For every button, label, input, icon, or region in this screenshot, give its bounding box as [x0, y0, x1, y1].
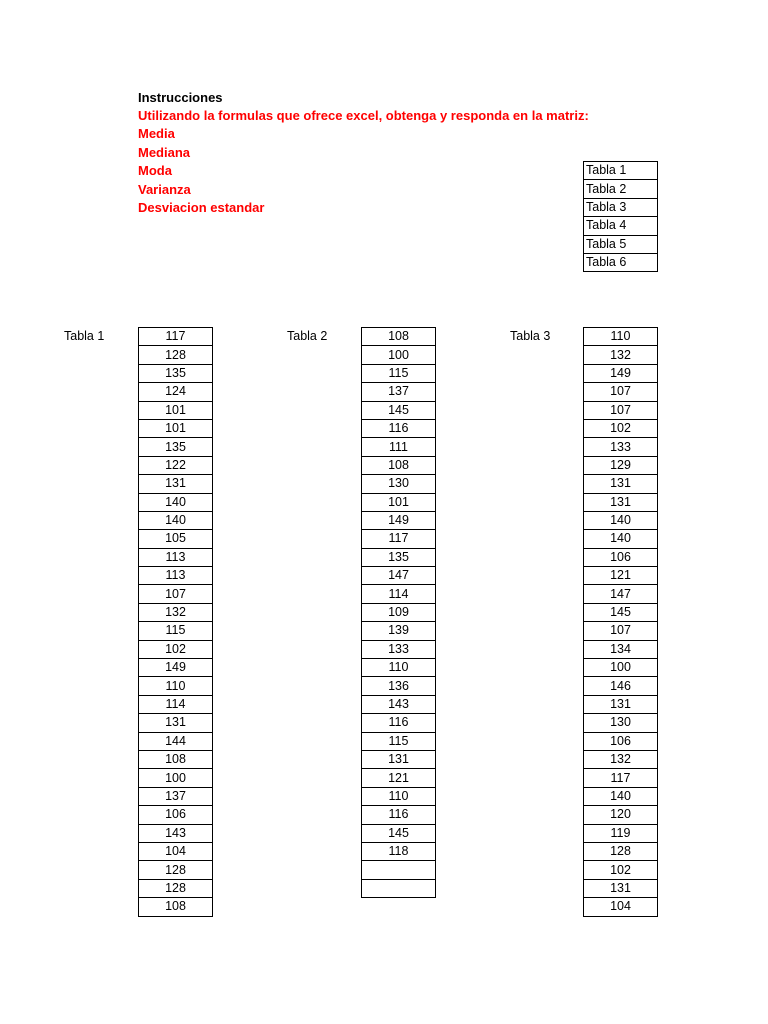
table-row [584, 732, 658, 750]
table-row [584, 419, 658, 437]
data-cell[interactable]: 140 [139, 493, 213, 511]
data-cell[interactable] [362, 861, 436, 879]
data-cell[interactable]: 133 [584, 438, 658, 456]
table-row [362, 530, 436, 548]
table-row [139, 898, 213, 916]
table-row [139, 659, 213, 677]
data-cell[interactable]: 135 [139, 438, 213, 456]
data-cell[interactable]: 132 [584, 346, 658, 364]
data-cell[interactable]: 109 [362, 603, 436, 621]
table-row [584, 364, 658, 382]
data-cell[interactable]: 146 [584, 677, 658, 695]
instructions-list [138, 107, 589, 217]
table-row [584, 677, 658, 695]
data-cell[interactable]: 108 [362, 328, 436, 346]
data-cell[interactable]: 136 [362, 677, 436, 695]
table-row [139, 567, 213, 585]
table-row [139, 585, 213, 603]
table-row [362, 383, 436, 401]
data-cell[interactable]: 131 [584, 879, 658, 897]
data-cell[interactable]: 122 [139, 456, 213, 474]
table-row [362, 456, 436, 474]
data-cell[interactable]: 100 [584, 659, 658, 677]
instruction-desviacion: Desviacion estandar [138, 199, 265, 215]
table-row [139, 750, 213, 768]
data-cell[interactable]: 145 [362, 824, 436, 842]
instruction-varianza: Varianza [138, 181, 191, 197]
table-row [362, 493, 436, 511]
table-row [584, 475, 658, 493]
table-row [584, 806, 658, 824]
data-cell[interactable]: 102 [139, 640, 213, 658]
matrix-cell[interactable]: Tabla 2 [584, 180, 658, 198]
table-row [139, 401, 213, 419]
table-row [139, 511, 213, 529]
data-cell[interactable]: 147 [584, 585, 658, 603]
data-cell[interactable]: 147 [362, 567, 436, 585]
instruction-mediana: Mediana [138, 144, 191, 160]
data-cell[interactable]: 116 [362, 419, 436, 437]
data-cell[interactable]: 108 [139, 750, 213, 768]
data-cell[interactable]: 104 [139, 842, 213, 860]
table-row [362, 401, 436, 419]
table-row [362, 769, 436, 787]
data-cell[interactable]: 132 [139, 603, 213, 621]
data-cell[interactable]: 129 [584, 456, 658, 474]
data-cell[interactable]: 106 [139, 806, 213, 824]
data-cell[interactable]: 131 [362, 750, 436, 768]
table-row [139, 640, 213, 658]
table-row [362, 622, 436, 640]
data-cell[interactable]: 100 [362, 346, 436, 364]
data-cell[interactable]: 116 [362, 806, 436, 824]
table-row [362, 603, 436, 621]
table-row [362, 787, 436, 805]
data-cell[interactable]: 135 [139, 364, 213, 382]
table-row [362, 585, 436, 603]
data-cell[interactable]: 131 [584, 475, 658, 493]
table-row [362, 640, 436, 658]
data-cell[interactable]: 131 [139, 475, 213, 493]
data-cell[interactable]: 132 [584, 750, 658, 768]
table-row [584, 328, 658, 346]
data-cell[interactable]: 115 [139, 622, 213, 640]
instruction-moda: Moda [138, 163, 172, 179]
table-row [584, 585, 658, 603]
data-cell[interactable]: 120 [584, 806, 658, 824]
table-row [362, 475, 436, 493]
data-cell[interactable]: 128 [139, 879, 213, 897]
table-row [584, 861, 658, 879]
table-row [362, 879, 436, 897]
table-row [584, 622, 658, 640]
table-row [139, 456, 213, 474]
data-cell[interactable]: 115 [362, 364, 436, 382]
matrix-cell[interactable]: Tabla 6 [584, 253, 658, 271]
table-row [584, 383, 658, 401]
data-cell[interactable]: 131 [139, 714, 213, 732]
table-row [362, 677, 436, 695]
data-cell[interactable]: 130 [362, 475, 436, 493]
data-cell[interactable]: 143 [139, 824, 213, 842]
table-row [584, 787, 658, 805]
data-cell[interactable]: 128 [139, 346, 213, 364]
data-cell[interactable]: 140 [584, 530, 658, 548]
data-cell[interactable]: 108 [139, 898, 213, 916]
data-cell[interactable]: 119 [584, 824, 658, 842]
data-cell[interactable]: 128 [584, 842, 658, 860]
table-row [139, 346, 213, 364]
table-row [362, 346, 436, 364]
table-row [584, 603, 658, 621]
table-row [584, 714, 658, 732]
data-cell[interactable]: 121 [362, 769, 436, 787]
table-row [362, 328, 436, 346]
table-2-label: Tabla 2 [287, 329, 328, 343]
table-row [584, 511, 658, 529]
data-cell[interactable]: 149 [584, 364, 658, 382]
table-row [139, 714, 213, 732]
data-cell[interactable]: 121 [584, 567, 658, 585]
data-cell[interactable]: 149 [362, 511, 436, 529]
data-cell[interactable]: 117 [584, 769, 658, 787]
data-cell[interactable]: 101 [139, 401, 213, 419]
data-cell[interactable]: 102 [584, 861, 658, 879]
table-row [139, 383, 213, 401]
table-row [362, 714, 436, 732]
table-row [584, 879, 658, 897]
table-row [139, 622, 213, 640]
instruction-media: Media [138, 126, 175, 142]
table-row [362, 732, 436, 750]
table-row [139, 861, 213, 879]
table-row [584, 824, 658, 842]
data-cell[interactable]: 113 [139, 548, 213, 566]
table-3-label: Tabla 3 [510, 329, 551, 343]
table-row [139, 603, 213, 621]
data-cell[interactable]: 130 [584, 714, 658, 732]
table-row [362, 750, 436, 768]
matrix-cell[interactable]: Tabla 4 [584, 217, 658, 235]
data-cell[interactable]: 149 [139, 659, 213, 677]
data-cell[interactable]: 145 [362, 401, 436, 419]
table-row [362, 659, 436, 677]
data-cell[interactable]: 113 [139, 567, 213, 585]
table-row [139, 493, 213, 511]
table-row [139, 438, 213, 456]
matrix-cell[interactable]: Tabla 1 [584, 162, 658, 180]
data-cell[interactable]: 133 [362, 640, 436, 658]
data-cell[interactable]: 100 [139, 769, 213, 787]
table-row [139, 364, 213, 382]
data-cell[interactable]: 115 [362, 732, 436, 750]
table-row [584, 640, 658, 658]
table-row [139, 732, 213, 750]
table-row [139, 695, 213, 713]
table-row [584, 438, 658, 456]
table-row [362, 695, 436, 713]
table-row [139, 677, 213, 695]
data-cell[interactable]: 116 [362, 714, 436, 732]
data-cell[interactable]: 131 [584, 695, 658, 713]
data-table-2 [361, 327, 436, 898]
table-row [362, 842, 436, 860]
table-row [139, 806, 213, 824]
table-row [362, 419, 436, 437]
data-cell[interactable]: 117 [139, 328, 213, 346]
table-1-label: Tabla 1 [64, 329, 105, 343]
data-cell[interactable]: 101 [362, 493, 436, 511]
data-cell[interactable]: 128 [139, 861, 213, 879]
data-cell[interactable]: 107 [584, 622, 658, 640]
table-row [362, 438, 436, 456]
table-row [362, 861, 436, 879]
data-cell[interactable]: 105 [139, 530, 213, 548]
data-cell[interactable]: 110 [584, 328, 658, 346]
table-row [362, 567, 436, 585]
data-cell[interactable]: 104 [584, 898, 658, 916]
table-row [584, 659, 658, 677]
table-row [584, 456, 658, 474]
data-table-1 [138, 327, 213, 917]
table-row [362, 548, 436, 566]
table-row [139, 475, 213, 493]
data-cell[interactable] [362, 879, 436, 897]
table-row [362, 511, 436, 529]
table-row [584, 769, 658, 787]
data-cell[interactable]: 134 [584, 640, 658, 658]
data-table-3 [583, 327, 658, 917]
data-cell[interactable]: 110 [362, 659, 436, 677]
data-cell[interactable]: 101 [139, 419, 213, 437]
data-cell[interactable]: 124 [139, 383, 213, 401]
table-row [584, 567, 658, 585]
table-row [139, 548, 213, 566]
table-row [584, 898, 658, 916]
data-cell[interactable]: 139 [362, 622, 436, 640]
table-row [584, 842, 658, 860]
data-cell[interactable]: 114 [362, 585, 436, 603]
instructions-title: Instrucciones [138, 90, 223, 105]
data-cell[interactable]: 140 [584, 787, 658, 805]
data-cell[interactable]: 102 [584, 419, 658, 437]
data-cell[interactable]: 111 [362, 438, 436, 456]
data-cell[interactable]: 107 [139, 585, 213, 603]
table-row [139, 824, 213, 842]
table-row [584, 695, 658, 713]
table-row [139, 530, 213, 548]
table-row [584, 750, 658, 768]
data-cell[interactable]: 106 [584, 548, 658, 566]
data-cell[interactable]: 107 [584, 383, 658, 401]
data-cell[interactable]: 110 [362, 787, 436, 805]
data-cell[interactable]: 108 [362, 456, 436, 474]
data-cell[interactable]: 145 [584, 603, 658, 621]
matrix-cell[interactable]: Tabla 3 [584, 198, 658, 216]
table-row [362, 824, 436, 842]
table-row [139, 419, 213, 437]
data-cell[interactable]: 107 [584, 401, 658, 419]
data-cell[interactable]: 140 [584, 511, 658, 529]
matrix-cell[interactable]: Tabla 5 [584, 235, 658, 253]
data-cell[interactable]: 137 [139, 787, 213, 805]
table-row [362, 364, 436, 382]
data-cell[interactable]: 140 [139, 511, 213, 529]
table-row [139, 769, 213, 787]
data-cell[interactable]: 114 [139, 695, 213, 713]
data-cell[interactable]: 131 [584, 493, 658, 511]
data-cell[interactable]: 144 [139, 732, 213, 750]
table-row [139, 787, 213, 805]
answer-matrix [583, 161, 658, 272]
data-cell[interactable]: 110 [139, 677, 213, 695]
table-row [584, 346, 658, 364]
data-cell[interactable]: 106 [584, 732, 658, 750]
table-row [362, 806, 436, 824]
table-row [584, 401, 658, 419]
data-cell[interactable]: 137 [362, 383, 436, 401]
table-row [139, 328, 213, 346]
instruction-intro: Utilizando la formulas que ofrece excel, obtenga y responda en la matriz: [138, 108, 589, 123]
table-row [139, 879, 213, 897]
data-cell[interactable]: 118 [362, 842, 436, 860]
table-row [139, 842, 213, 860]
table-row [584, 493, 658, 511]
data-cell[interactable]: 117 [362, 530, 436, 548]
table-row [584, 530, 658, 548]
data-cell[interactable]: 135 [362, 548, 436, 566]
table-row [584, 548, 658, 566]
data-cell[interactable]: 143 [362, 695, 436, 713]
